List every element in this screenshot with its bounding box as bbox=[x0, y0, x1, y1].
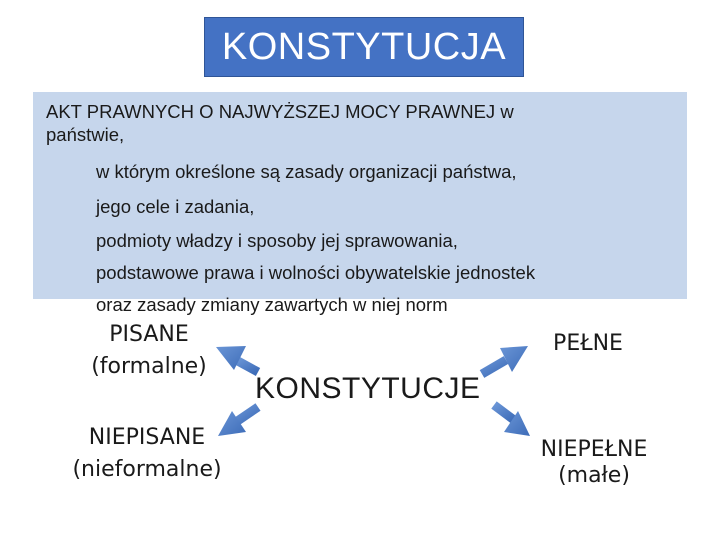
title-text: KONSTYTUCJA bbox=[221, 25, 507, 68]
branch-pisane bbox=[72, 322, 226, 380]
arrow-to-niepelne bbox=[494, 405, 530, 436]
branch-niepelne bbox=[532, 437, 656, 489]
branch-note: (nieformalne) bbox=[72, 457, 222, 482]
branch-name: PEŁNE bbox=[553, 331, 623, 356]
definition-item: podmioty władzy i sposoby jej sprawowania, bbox=[96, 230, 458, 251]
definition-item: oraz zasady zmiany zawartych w niej norm bbox=[96, 294, 448, 315]
center-label: KONSTYTUCJE bbox=[255, 372, 481, 405]
branch-name: PISANE bbox=[109, 322, 189, 347]
definition-item: jego cele i zadania, bbox=[96, 196, 255, 217]
definition-line-2: państwie, bbox=[46, 124, 125, 145]
branch-note: (formalne) bbox=[91, 354, 207, 379]
branch-name: NIEPISANE bbox=[88, 425, 206, 450]
branch-name: NIEPEŁNE bbox=[540, 437, 648, 462]
arrow-to-pelne bbox=[482, 346, 528, 374]
definition-item: w którym określone są zasady organizacji państwa, bbox=[96, 161, 517, 182]
branch-pelne bbox=[546, 331, 630, 357]
branch-niepisane bbox=[52, 425, 242, 483]
definition-line-1: AKT PRAWNYCH O NAJWYŻSZEJ MOCY PRAWNEJ w bbox=[46, 101, 514, 122]
definition-item: podstawowe prawa i wolności obywatelskie jednostek bbox=[96, 262, 536, 283]
branch-note: (małe) bbox=[558, 463, 630, 488]
